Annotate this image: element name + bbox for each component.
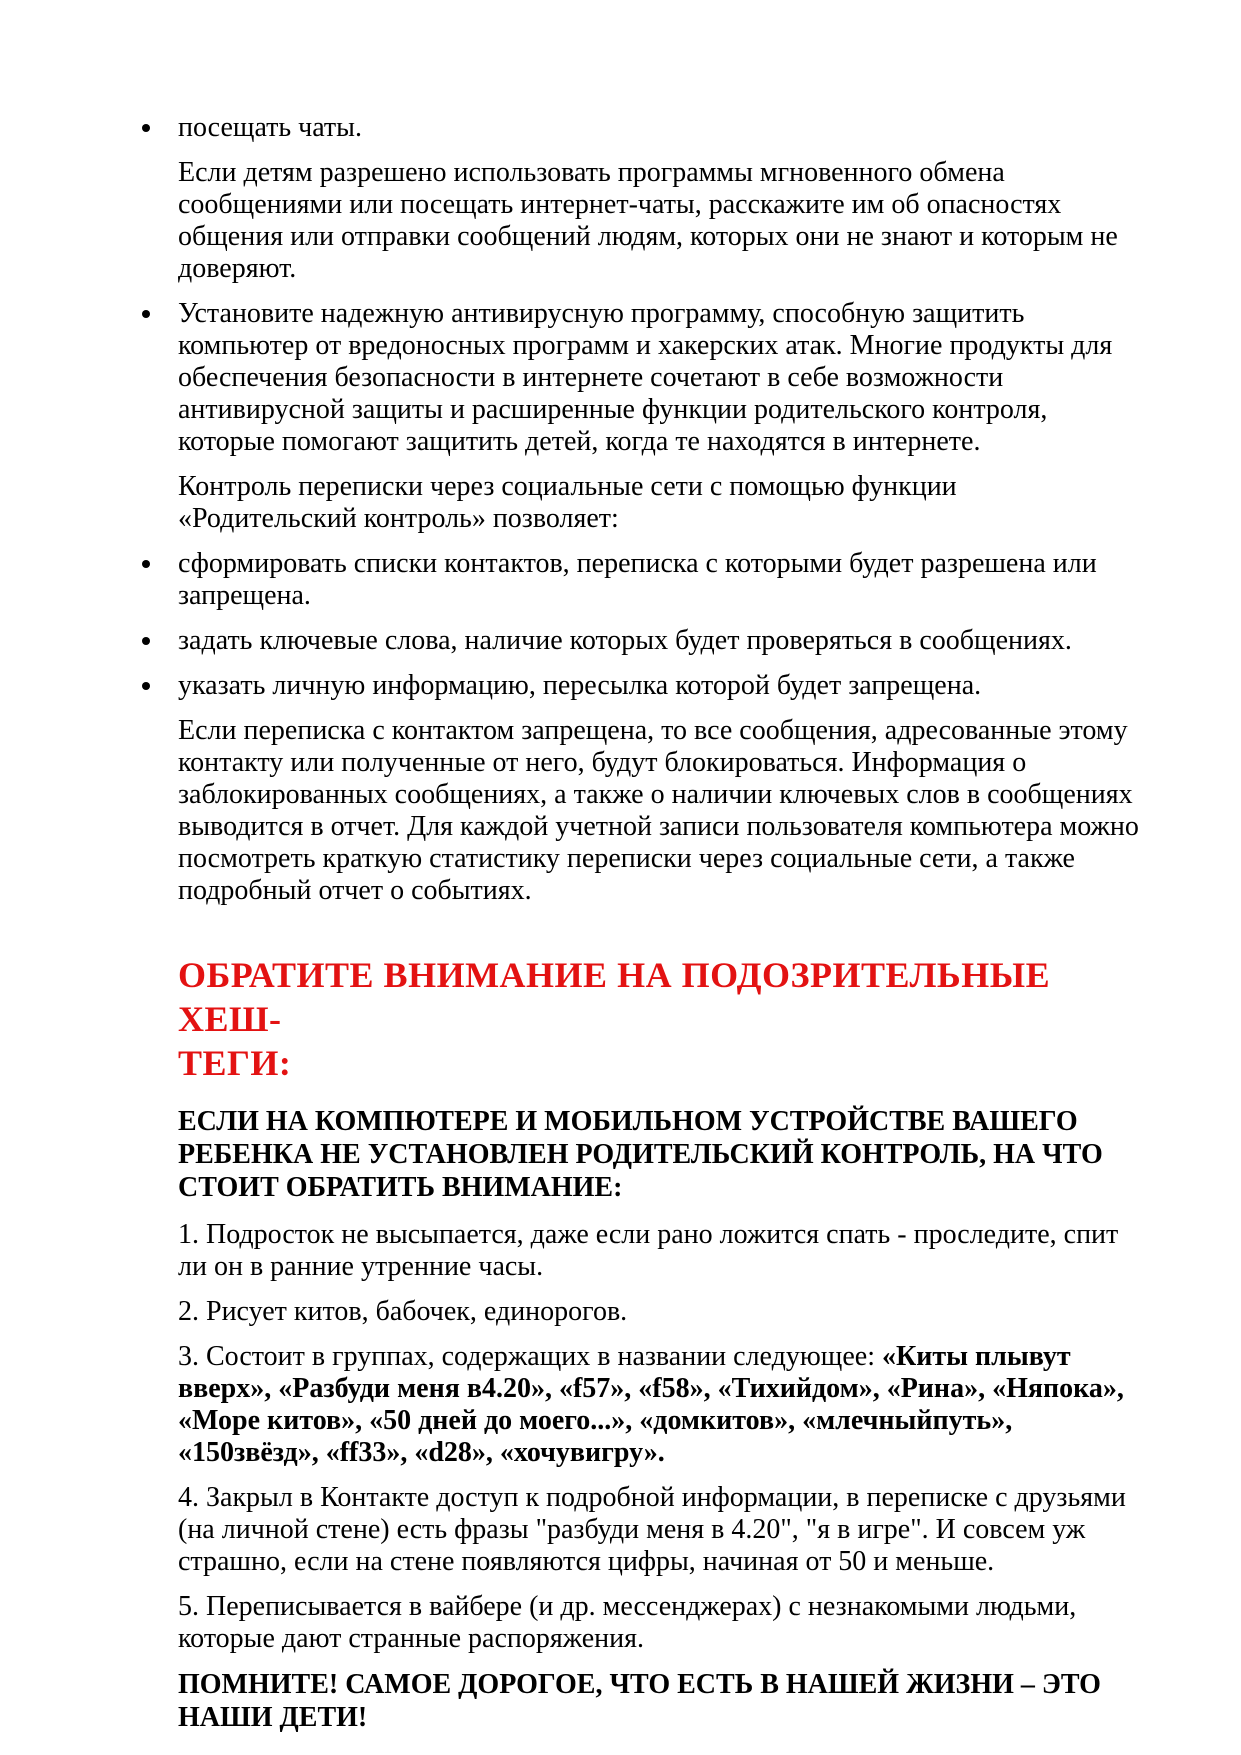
paragraph-blocking-report: Если переписка с контактом запрещена, то все сообщения, адресованные этому контакту или полученные от него, будут блокироваться. Информация о заблокированных сообщениях, а также о наличии ключевых слов в сообщениях выводится в отчет. Для каждой учетной записи пользователя компьютера можно посмотреть краткую статистику переписки через социальные сети, а также подробный отчет о событиях. [178, 715, 1139, 906]
bullet-text: задать ключевые слова, наличие которых будет проверяться в сообщениях. [178, 625, 1072, 656]
bullet-item-personal-info [178, 670, 1140, 702]
bullet-dot-icon [142, 560, 150, 568]
bullet-text: Установите надежную антивирусную программу, способную защитить компьютер от вредоносных программ и хакерских атак. Многие продукты для обеспечения безопасности в интернете сочетают в себе возможности антивирусной защиты и расширенные функции родительского контроля, которые помогают защитить детей, когда те находятся в интернете. [178, 298, 1113, 457]
bullet-text: сформировать списки контактов, переписка с которыми будет разрешена или запрещена. [178, 548, 1097, 611]
bullet-text: посещать чаты. [178, 112, 362, 143]
numbered-item-1: 1. Подросток не высыпается, даже если рано ложится спать - проследите, спит ли он в ранние утренние часы. [178, 1219, 1119, 1282]
paragraph-instant-messaging: Если детям разрешено использовать программы мгновенного обмена сообщениями или посещать интернет-чаты, расскажите им об опасностях общения или отправки сообщений людям, которых они не знают и которым не доверяют. [178, 157, 1118, 284]
warning-signs-subheading: ЕСЛИ НА КОМПЮТЕРЕ И МОБИЛЬНОМ УСТРОЙСТВЕ ВАШЕГО РЕБЕНКА НЕ УСТАНОВЛЕН РОДИТЕЛЬСКИЙ КОНТРОЛЬ, НА ЧТО СТОИТ ОБРАТИТЬ ВНИМАНИЕ: [178, 1106, 1103, 1203]
red-section-heading [178, 953, 1140, 1085]
numbered-item-4: 4. Закрыл в Контакте доступ к подробной информации, в переписке с друзьями (на личной стене) есть фразы "разбуди меня в 4.20", "я в игре". И совсем уж страшно, если на стене появляются цифры, начиная от 50 и меньше. [178, 1482, 1126, 1577]
bullet-dot-icon [142, 682, 150, 690]
bullet-item-contact-lists [178, 548, 1140, 612]
bullet-item-keywords [178, 625, 1140, 657]
bullet-text: указать личную информацию, пересылка которой будет запрещена. [178, 670, 982, 701]
numbered-item-3-hashtags: «Киты плывут вверх», «Разбуди меня в4.20», «f57», «f58», «Тихийдом», «Рина», «Няпока», «Море китов», «50 дней до моего...», «домкитов», «млечныйпуть», «150звёзд», «ff33», «d28», «хочувигру». [178, 1341, 1124, 1468]
bullet-dot-icon [142, 124, 150, 132]
numbered-item-3 [178, 1341, 1140, 1469]
numbered-item-2: 2. Рисует китов, бабочек, единорогов. [178, 1296, 628, 1327]
bullet-item-antivirus [178, 298, 1140, 458]
red-heading-line1: ОБРАТИТЕ ВНИМАНИЕ НА ПОДОЗРИТЕЛЬНЫЕ ХЕШ- [178, 955, 1051, 1039]
bullet-item-chats [178, 112, 1140, 144]
bullet-dot-icon [142, 637, 150, 645]
paragraph-control-intro: Контроль переписки через социальные сети с помощью функции «Родительский контроль» позволяет: [178, 471, 957, 534]
red-heading-line2: ТЕГИ: [178, 1043, 292, 1083]
numbered-item-5: 5. Переписывается в вайбере (и др. мессенджерах) с незнакомыми людьми, которые дают странные распоряжения. [178, 1591, 1077, 1654]
conclusion-statement: ПОМНИТЕ! САМОЕ ДОРОГОЕ, ЧТО ЕСТЬ В НАШЕЙ ЖИЗНИ – ЭТО НАШИ ДЕТИ! [178, 1669, 1101, 1733]
numbered-item-3-prefix: 3. Состоит в группах, содержащих в названии следующее: [178, 1341, 882, 1372]
bullet-dot-icon [142, 310, 150, 318]
document-content [178, 112, 1140, 1734]
